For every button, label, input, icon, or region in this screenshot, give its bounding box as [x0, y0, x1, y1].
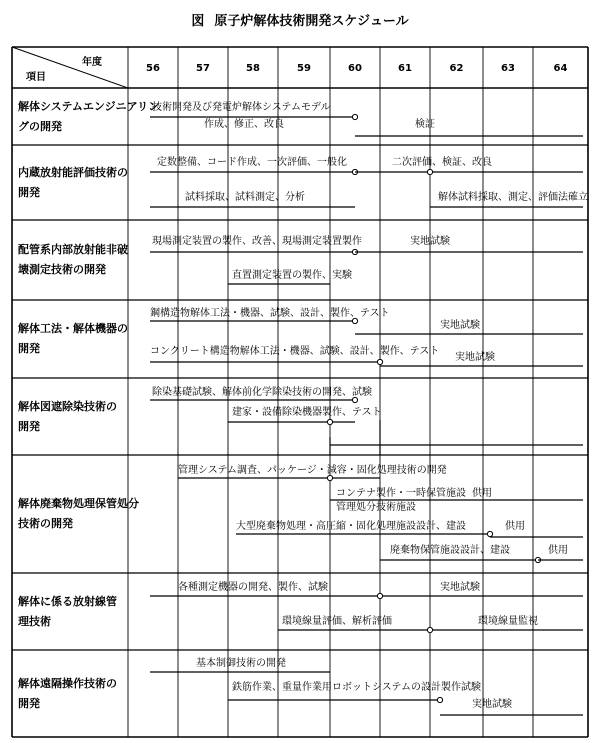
task-label: 建家・設備除染機器製作、テスト — [232, 407, 382, 418]
item-label: 解体システムエンジニアリン グの開発 — [18, 99, 160, 133]
item-label: 解体廃棄物処理保管処分 技術の開発 — [18, 497, 139, 530]
task-label: 管理システム調査、パッケージ・減容・固化処理技術の開発 — [178, 465, 447, 476]
year-header-label: 年度 — [82, 57, 102, 68]
task-label: 実地試験 — [455, 352, 495, 363]
task-label: 廃棄物保管施設設計、建設 — [390, 545, 510, 556]
year-header: 62 — [449, 63, 464, 74]
task-label: 供用 — [505, 521, 525, 532]
year-header: 59 — [297, 63, 311, 74]
year-header: 61 — [398, 63, 412, 74]
task-label: 作成、修正、改良 — [204, 119, 284, 130]
task-label: 実地試験 — [410, 236, 450, 247]
task-label: 基本制御技術の開発 — [196, 658, 286, 669]
task-label: コンクリート構造物解体工法・機器、試験、設計、製作、テスト — [150, 346, 440, 357]
year-header: 56 — [146, 63, 160, 74]
task-label: 技術開発及び発電炉解体システムモデル — [152, 102, 331, 113]
task-label: 鉄筋作業、重量作業用ロボットシステムの設計製作試験 — [232, 682, 481, 693]
item-label: 内蔵放射能評価技術の 開発 — [18, 165, 128, 199]
task-label: 実地試験 — [440, 320, 480, 331]
milestone-marker — [377, 593, 382, 598]
item-label: 配管系内部放射能非破 壊測定技術の開発 — [18, 243, 128, 276]
task-label: 二次評価、検証、改良 — [392, 157, 492, 168]
task-label: 鋼構造物解体工法・機器、試験、設計、製作、テスト — [150, 308, 390, 319]
milestone-marker — [352, 114, 357, 119]
year-header: 60 — [348, 63, 362, 74]
task-label: 解体試料採取、測定、評価法確立 — [438, 192, 588, 203]
task-label: 実地試験 — [472, 699, 512, 710]
item-label: 解体に係る放射線管 理技術 — [18, 594, 117, 628]
task-label: コンテナ製作・一時保管施設 — [336, 488, 466, 499]
task-label: 大型廃棄物処理・高圧縮・固化処理施設設計、建設 — [236, 521, 466, 532]
item-label: 解体図遮除染技術の 開発 — [18, 399, 117, 433]
milestone-marker — [437, 697, 442, 702]
year-header: 63 — [501, 63, 515, 74]
task-label: 供用 — [548, 545, 568, 556]
task-label: 直置測定装置の製作、実験 — [232, 270, 352, 281]
title-text: 原子炉解体技術開発スケジュール — [214, 14, 409, 29]
task-label: 環境線量評価、解析評価 — [282, 616, 392, 627]
task-label: 検証 — [415, 119, 435, 130]
task-label: 実地試験 — [440, 582, 480, 593]
year-header: 58 — [246, 63, 260, 74]
milestone-marker — [487, 531, 492, 536]
item-label: 解体工法・解体機器の 開発 — [18, 322, 128, 355]
task-label: 管理処分技術施設 — [336, 502, 416, 513]
year-header: 64 — [553, 63, 568, 74]
figure-number: 図 — [191, 14, 205, 29]
milestone-marker — [427, 627, 432, 632]
item-label: 解体遠隔操作技術の 開発 — [18, 676, 117, 710]
task-label: 試料採取、試料測定、分析 — [185, 192, 305, 203]
task-label: 除染基礎試験、解体前化学除染技術の開発、試験 — [152, 387, 372, 398]
milestone-marker — [377, 359, 382, 364]
item-header-label: 項目 — [26, 72, 46, 83]
task-label: 現場測定装置の製作、改善、現場測定装置製作 — [152, 236, 362, 247]
task-label: 各種測定機器の開発、製作、試験 — [178, 582, 328, 593]
task-label: 定数整備、コード作成、一次評価、一般化 — [157, 157, 347, 168]
task-label: 供用 — [472, 488, 492, 499]
year-header: 57 — [196, 63, 210, 74]
task-label: 環境線量監視 — [478, 616, 538, 627]
